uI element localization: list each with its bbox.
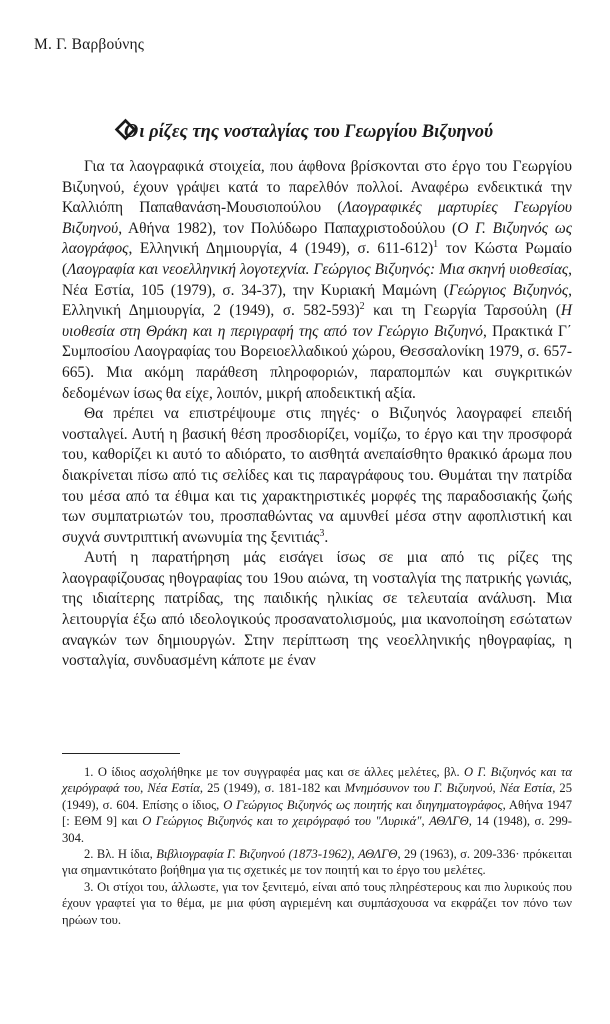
text-run: Θα πρέπει να επιστρέψουμε στις πηγές· ο Βιζυηνός λαογραφεί επειδή νοσταλγεί. Αυτή η βασική θέση προσδιορίζει, νομίζω, το έργο και την προσφορά του, καθορίζει κι αυτό το αδιόρατο, το αισθητά ανεπαίσθητο θρακικό άρωμα που διακρίνεται πίσω από τις σελίδες και τις παραγράφους του. Θυμάται την πατρίδα του μέσα από τα έθιμα και τις χαρακτηριστικές μορφές της παραδοσιακής ζωής των συμπατριωτών του, προσπαθώντας να αμυνθεί μέσα στην αφοπλιστική και συχνά συντριπτική ανωνυμία της ξενιτιάς [62, 405, 572, 546]
text-run: , Νέα Εστία, 105 (1979), σ. 34-37), την Κυριακή Μαμώνη ( [62, 260, 572, 299]
italic-run: Ο Γ. Βιζυηνός και τα χειρόγραφά του [62, 765, 572, 796]
italic-run: ΑΘΛΓΘ [357, 847, 398, 862]
title-text: ι ρίζες της νοσταλγίας του Γεωργίου Βιζυηνού [139, 122, 494, 142]
italic-run: Ο Γ. Βιζυηνός ως λαογράφος [62, 219, 572, 258]
footnote-ref: 3 [319, 527, 325, 539]
italic-run: Λαογραφία και νεοελληνική λογοτεχνία. Γεώργιος Βιζυηνός: Μια σκηνή υιοθεσίας [67, 260, 569, 278]
text-run: Αυτή η παρατήρηση μάς εισάγει ίσως σε μια από τις ρίζες της λαογραφίζουσας ηθογραφίας του 19ου αιώνα, τη νοσταλγία της πατρικής γωνιάς, της ιδιαίτερης πατρίδας, της παιδικής ηλικίας σε τελευταία ανάλυση. Μια λειτουργία έξω από ιδεολογικούς προσανατολισμούς, μια ικανοποίηση εσώτατων αναγκών των δημιουργών. Στην περίπτωση της νεοελληνικής ηθογραφίας, η νοσταλγία, συνδυασμένη κάποτε με έναν [62, 549, 572, 670]
text-run: , 14 (1948), σ. 299-304. [62, 814, 572, 845]
italic-run: Λαογραφικές μαρτυρίες Γεωργίου Βιζυηνού [62, 199, 572, 237]
footnote [62, 764, 572, 846]
text-run: , [351, 847, 358, 862]
body-text [62, 157, 572, 672]
italic-run: Γεώργιος Βιζυηνός [448, 281, 569, 299]
text-run: , [492, 781, 500, 796]
italic-run: Βιβλιογραφία Γ. Βιζυηνού (1873-1962) [156, 847, 352, 862]
text-run: 2. Βλ. Η ίδια, [84, 847, 157, 862]
text-run: , [140, 781, 148, 796]
italic-run: Η υιοθεσία στη Θράκη και η περιγραφή της από τον Γεώργιο Βιζυηνό [62, 302, 572, 340]
text-run: . [324, 528, 329, 546]
text-run: , Αθήνα 1982), τον Πολύδωρο Παπαχριστοδούλου ( [118, 219, 458, 237]
italic-run: ΑΘΛΓΘ [429, 814, 469, 829]
text-run: , 25 (1949), σ. 604. Επίσης ο ίδιος, [62, 781, 572, 812]
footnote [62, 879, 572, 928]
text-run: Για τα λαογραφικά στοιχεία, που άφθονα βρίσκονται στο έργο του Γεωργίου Βιζυηνού, έχουν γράψει κατά το παρελθόν πολλοί. Αναφέρω ενδεικτικά την Καλλιόπη Παπαθανάση-Μουσιοπούλου ( [62, 158, 572, 217]
text-run: 3. Οι στίχοι του, άλλωστε, για τον ξενιτεμό, είναι από τους πληρέστερους και πιο λυρικούς που έχουν γραφτεί για το θέμα, με μια φύση αγριεμένη και συμπάσχουσα να εκφράζει τον πόνο των ηρώων του. [62, 879, 572, 927]
text-run: , 29 (1963), σ. 209-336· πρόκειται για σημαντικότατο βοήθημα για τις σχετικές με τον ποιητή και το έργο του μελέτες. [62, 847, 573, 878]
italic-run: Μνημόσυνον του Γ. Βιζυηνού [344, 781, 493, 796]
italic-run: Ο Γεώργιος Βιζυηνός και το χειρόγραφό του "Λυρικά" [142, 814, 422, 829]
body-paragraph [62, 404, 572, 548]
text-run: 1. Ο ίδιος ασχολήθηκε με τον συγγραφέα μας και σε άλλες μελέτες, βλ. [84, 765, 465, 779]
footnote-ref: 2 [359, 301, 365, 313]
text-run: τον Κώστα Ρωμαίο ( [62, 240, 572, 278]
italic-run: Νέα Εστία [147, 781, 200, 796]
body-paragraph [62, 157, 572, 404]
text-run: , Ελληνική Δημιουργία, 4 (1949), σ. 611-612) [128, 240, 434, 258]
text-run: , Αθήνα 1947 [: ΕΘΜ 9] και [62, 797, 572, 829]
title-first-letter: Ο [123, 120, 139, 142]
footnote-ref: 1 [433, 239, 439, 251]
body-paragraph [62, 548, 572, 672]
text-run: , 25 (1949), σ. 181-182 και [199, 781, 345, 796]
chapter-title [0, 120, 610, 143]
text-run: , Πρακτικά Γ΄ Συμποσίου Λαογραφίας του Βορειοελλαδικού χώρου, Θεσσαλονίκη 1979, σ. 657-665). Μια ακόμη παράθεση πληροφοριών, παραπομπών και συγκριτικών δεδομένων ίσως θα είχε, λοιπόν, μικρή αποδεικτική αξία. [62, 322, 572, 402]
italic-run: Νέα Εστία [499, 781, 553, 796]
text-run: και τη Γεωργία Ταρσούλη ( [364, 302, 561, 320]
footnote-separator [62, 753, 180, 754]
footnote [62, 846, 572, 879]
text-run: , Ελληνική Δημιουργία, 2 (1949), σ. 582-593) [62, 281, 573, 320]
italic-run: Ο Γεώργιος Βιζυηνός ως ποιητής και διηγηματογράφος [223, 797, 503, 812]
running-head-author: Μ. Γ. Βαρβούνης [34, 36, 145, 53]
text-run: , [421, 814, 430, 829]
footnotes [62, 764, 572, 928]
